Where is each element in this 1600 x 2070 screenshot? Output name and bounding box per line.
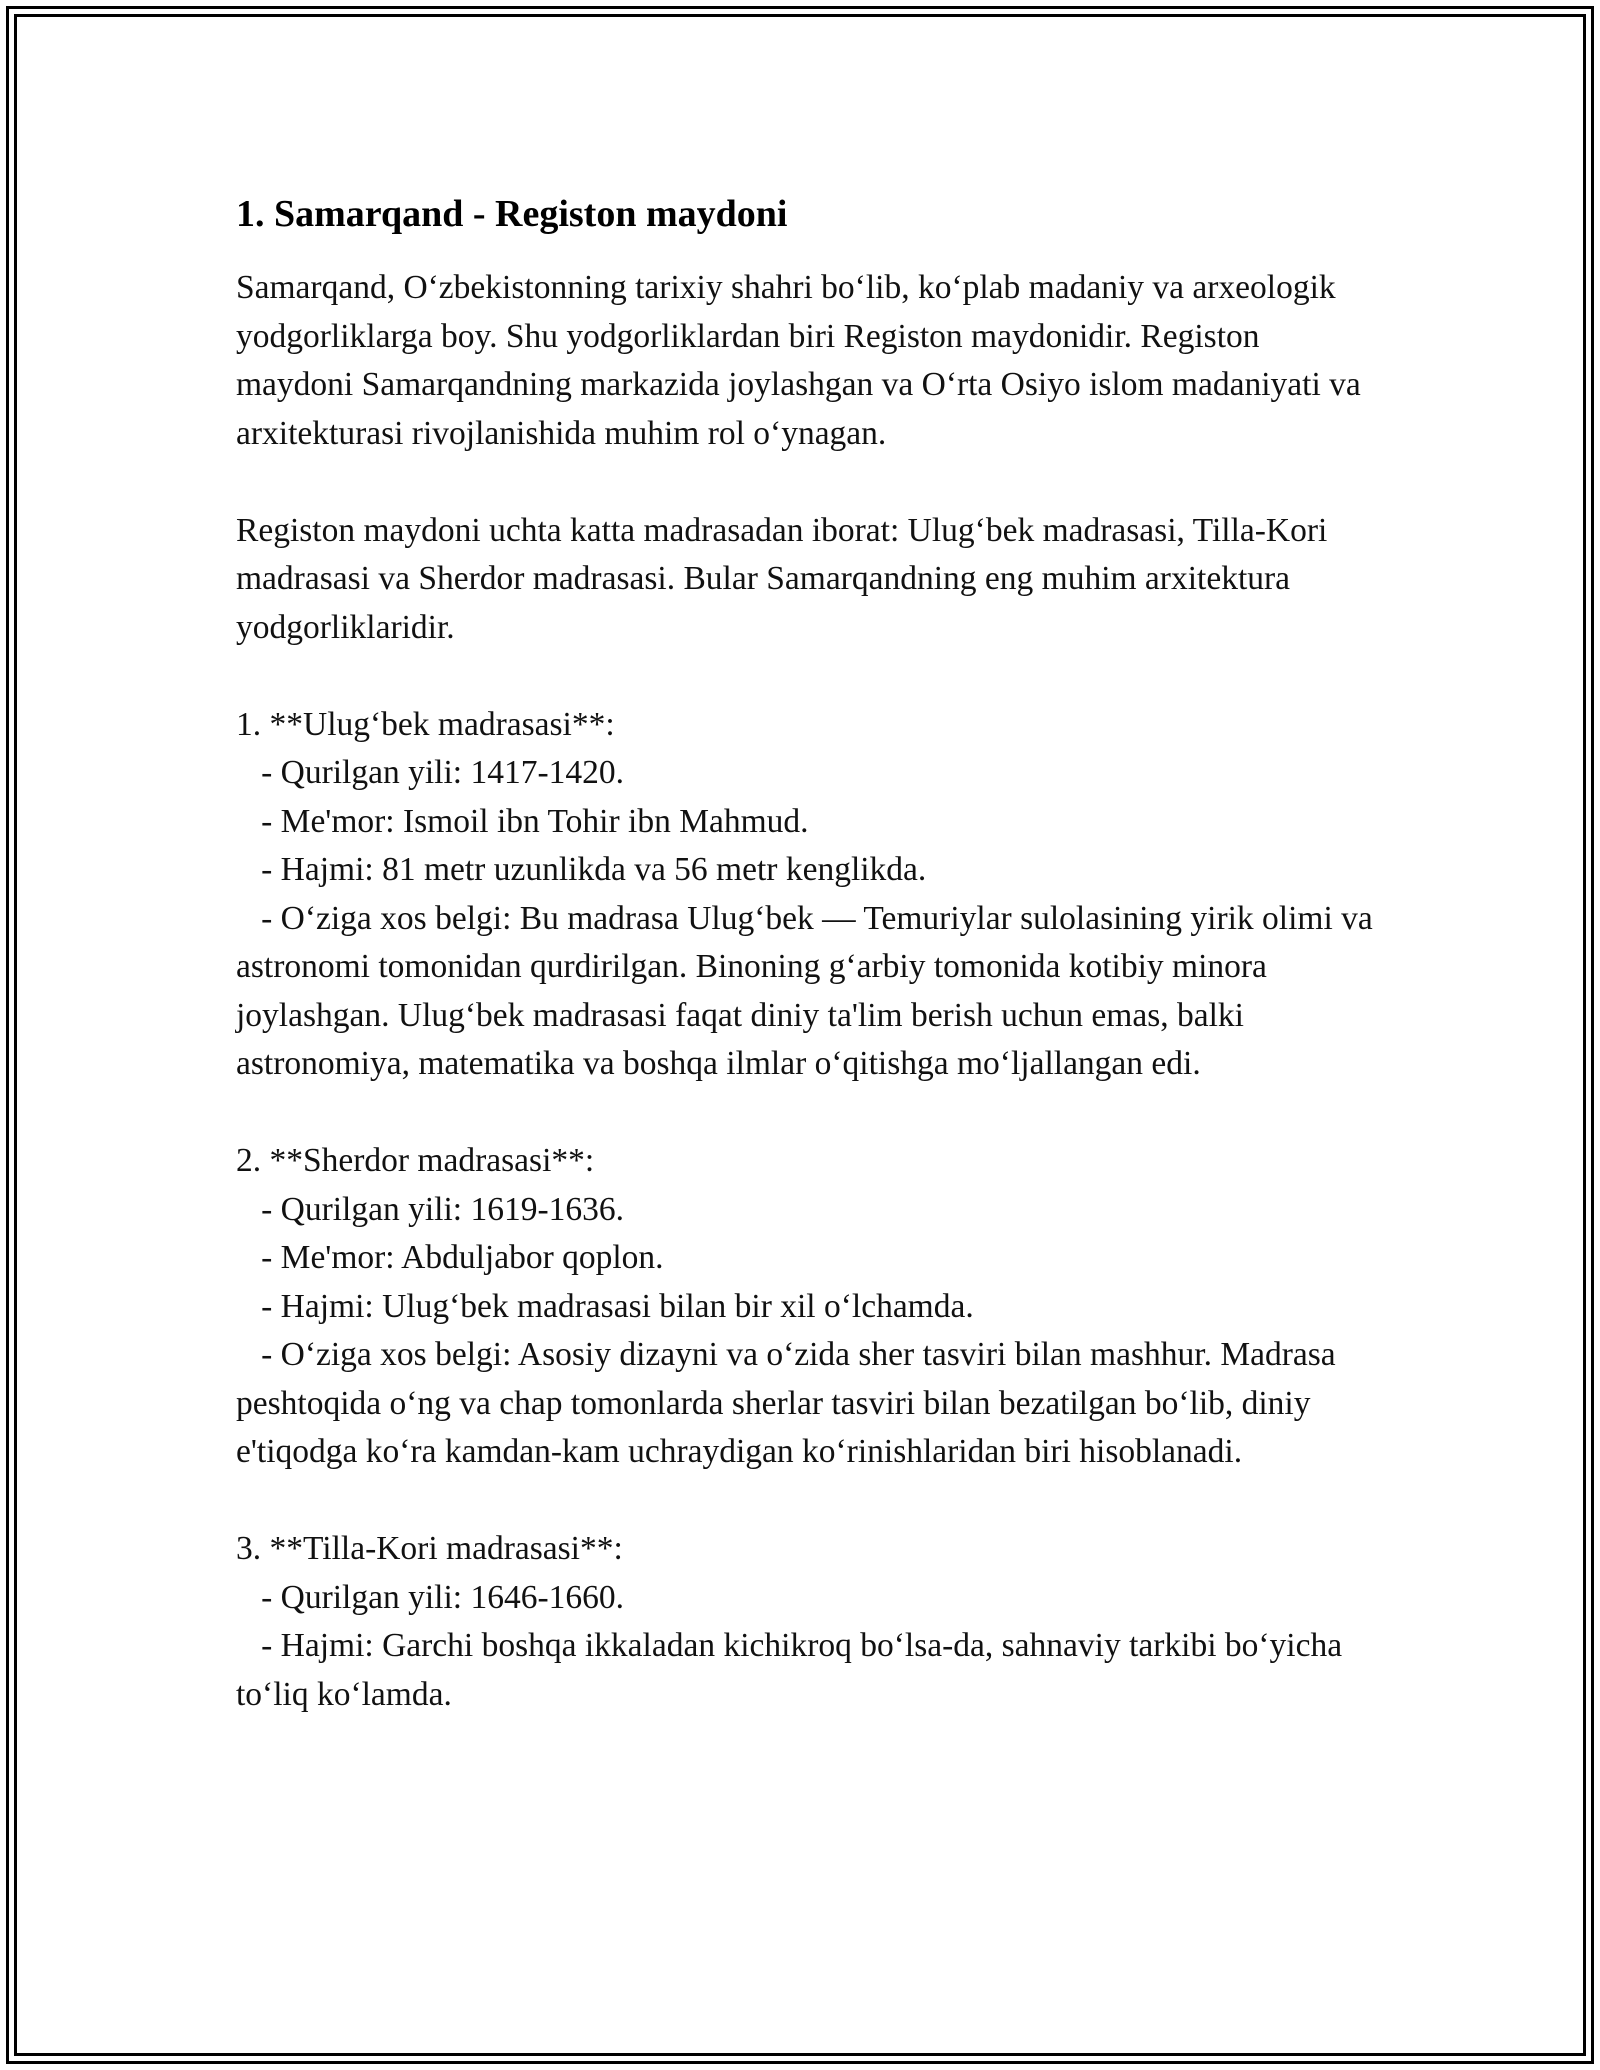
paragraph-spacer xyxy=(236,458,1376,507)
paragraph-spacer xyxy=(236,652,1376,701)
sherdor-madrasa-section: 2. **Sherdor madrasasi**: - Qurilgan yili: 1619-1636. - Me'mor: Abduljabor qoplon. - Hajmi: Ulug‘bek madrasasi bilan bir xil o‘lchamda. - O‘ziga xos belgi: Asosiy dizayni va o‘zida sher tasviri bilan mashhur. Madrasa peshtoqida o‘ng va chap tomonlarda sherlar tasviri bilan bezatilgan bo‘lib, diniy e'tiqodga ko‘ra kamdan-kam uchraydigan ko‘rinishlaridan biri hisoblanadi. xyxy=(236,1142,1336,1470)
paragraph-spacer xyxy=(236,1477,1376,1526)
intro-paragraph: Samarqand, O‘zbekistonning tarixiy shahri bo‘lib, ko‘plab madaniy va arxeologik yodgorliklarga boy. Shu yodgorliklardan biri Registon maydonidir. Registon maydoni Samarqandning markazida joylashgan va O‘rta Osiyo islom madaniyati va arxitekturasi rivojlanishida muhim rol o‘ynagan. xyxy=(236,269,1370,452)
document-body xyxy=(236,188,1376,1719)
paragraph-spacer xyxy=(236,1089,1376,1138)
tilla-kori-madrasa-section: 3. **Tilla-Kori madrasasi**: - Qurilgan yili: 1646-1660. - Hajmi: Garchi boshqa ikkaladan kichikroq bo‘lsa-da, sahnaviy tarkibi bo‘yicha to‘liq ko‘lamda. xyxy=(236,1530,1343,1713)
document-title: 1. Samarqand - Registon maydoni xyxy=(236,193,788,235)
registon-overview-paragraph: Registon maydoni uchta katta madrasadan iborat: Ulug‘bek madrasasi, Tilla-Kori madrasasi va Sherdor madrasasi. Bular Samarqandning eng muhim arxitektura yodgorliklaridir. xyxy=(236,511,1336,646)
ulugbek-madrasa-section: 1. **Ulug‘bek madrasasi**: - Qurilgan yili: 1417-1420. - Me'mor: Ismoil ibn Tohir ibn Mahmud. - Hajmi: 81 metr uzunlikda va 56 metr kenglikda. - O‘ziga xos belgi: Bu madrasa Ulug‘bek — Temuriylar sulolasining yirik olimi va astronomi tomonidan qurdirilgan. Binoning g‘arbiy tomonida kotibiy minora joylashgan. Ulug‘bek madrasasi faqat diniy ta'lim berish uchun emas, balki astronomiya, matematika va boshqa ilmlar o‘qitishga mo‘ljallangan edi. xyxy=(236,705,1373,1082)
